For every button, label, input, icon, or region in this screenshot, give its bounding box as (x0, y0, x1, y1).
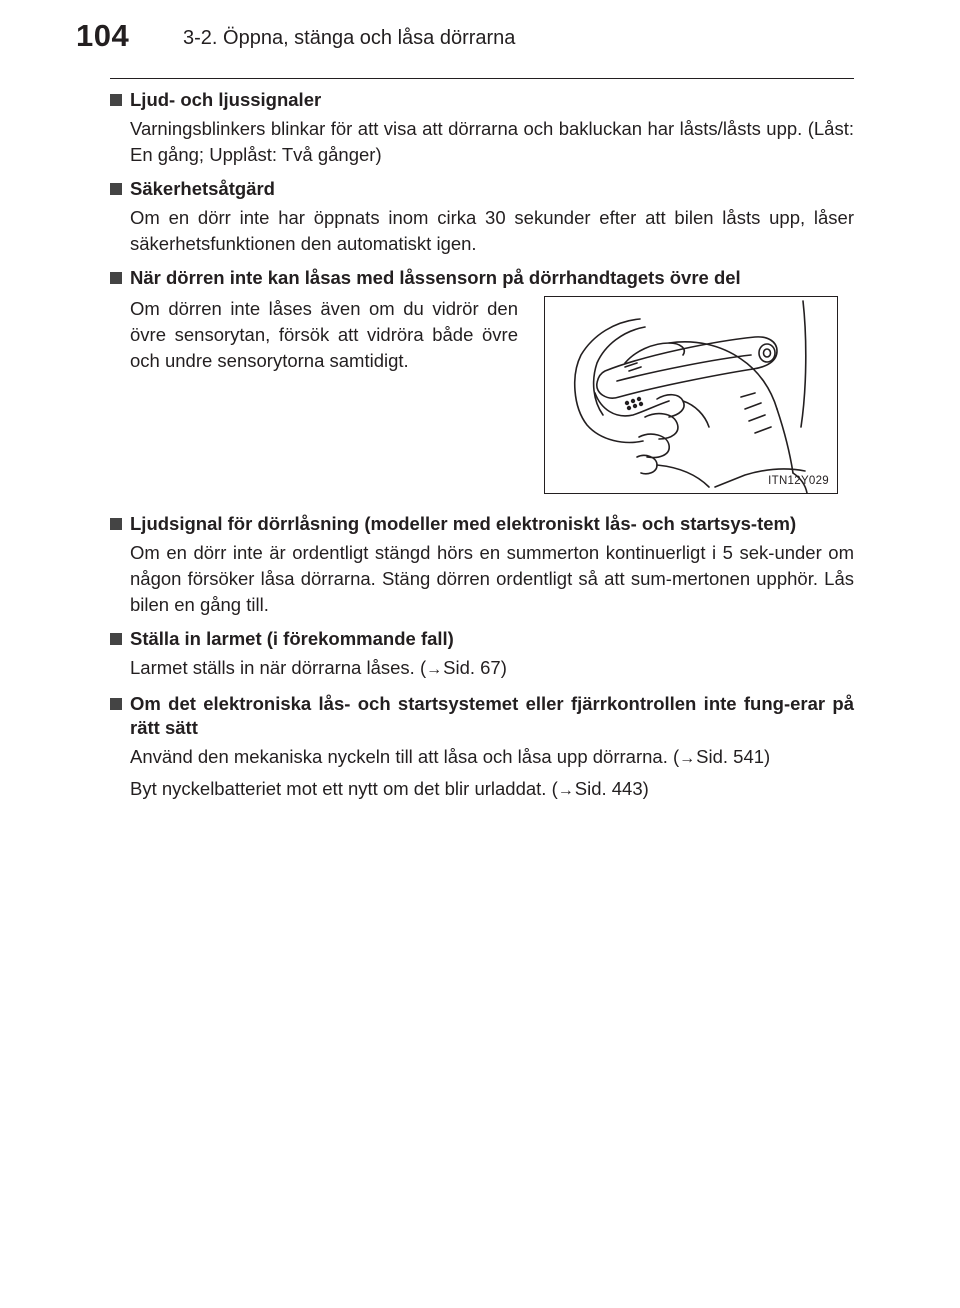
square-bullet-icon (110, 272, 122, 284)
section-lock-sensor (110, 266, 854, 502)
text-after: ) (642, 778, 649, 799)
page-content (110, 88, 854, 813)
page-reference-link[interactable]: Sid. 443 (574, 778, 643, 799)
section-text (130, 776, 854, 804)
section-heading (110, 692, 854, 740)
heading-text: Ljud- och ljussignaler (130, 89, 322, 110)
section-lock-sound-signal (110, 512, 854, 618)
page-reference-link[interactable]: Sid. 541 (696, 746, 765, 767)
section-text: Om en dörr inte är ordentligt stängd hörs en summerton kontinuerligt i 5 sek-under om någon försöker låsa dörrarna. Stäng dörren ordentligt så att sum-mertonen upphör. Lås bilen en gång till. (130, 542, 854, 615)
section-title: 3-2. Öppna, stänga och låsa dörrarna (183, 27, 516, 49)
square-bullet-icon (110, 518, 122, 530)
heading-text: Säkerhetsåtgärd (130, 178, 275, 199)
arrow-right-icon: → (557, 782, 574, 799)
heading-text: När dörren inte kan låsas med låssensorn på dörrhandtagets övre del (130, 267, 741, 288)
section-heading (110, 512, 854, 536)
section-system-malfunction (110, 692, 854, 804)
square-bullet-icon (110, 94, 122, 106)
figure-code: ITN12Y029 (768, 475, 829, 487)
heading-text: Ställa in larmet (i förekommande fall) (130, 628, 454, 649)
text-after: ) (500, 657, 507, 678)
page-reference-link[interactable]: Sid. 67 (443, 657, 501, 678)
section-set-alarm (110, 627, 854, 683)
section-sound-light-signals (110, 88, 854, 168)
arrow-right-icon: → (679, 750, 696, 767)
heading-text: Ljudsignal för dörrlåsning (modeller med elektroniskt lås- och startsys-tem) (130, 513, 797, 534)
section-heading (110, 627, 854, 651)
section-heading (110, 177, 854, 201)
text-after: ) (764, 746, 771, 767)
text-before: Använd den mekaniska nyckeln till att låsa och låsa upp dörrarna. ( (130, 746, 680, 767)
section-text (130, 744, 854, 772)
square-bullet-icon (110, 698, 122, 710)
section-text: Varningsblinkers blinkar för att visa att dörrarna och bakluckan har låsts/låsts upp. (Låst: En gång; Upplåst: Två gånger) (130, 118, 854, 165)
section-safety-measure (110, 177, 854, 257)
figure-row (110, 296, 854, 502)
heading-text: Om det elektroniska lås- och startsystemet eller fjärrkontrollen inte fung-erar på rätt sätt (130, 693, 854, 738)
section-text (130, 655, 854, 683)
text-before: Larmet ställs in när dörrarna låses. ( (130, 657, 427, 678)
door-handle-illustration (544, 296, 838, 494)
square-bullet-icon (110, 183, 122, 195)
page-number: 104 (76, 18, 130, 53)
section-text: Om dörren inte låses även om du vidrör den övre sensorytan, försök att vidröra både övre och undre sensorytorna samtidigt. (130, 298, 518, 371)
text-before: Byt nyckelbatteriet mot ett nytt om det blir urladdat. ( (130, 778, 558, 799)
section-heading (110, 266, 854, 290)
section-heading (110, 88, 854, 112)
header-rule (110, 78, 854, 79)
door-handle-hand-icon (545, 297, 837, 493)
section-text: Om en dörr inte har öppnats inom cirka 30 sekunder efter att bilen låsts upp, låser säkerhetsfunktionen den automatiskt igen. (130, 207, 854, 254)
square-bullet-icon (110, 633, 122, 645)
arrow-right-icon: → (426, 661, 443, 678)
